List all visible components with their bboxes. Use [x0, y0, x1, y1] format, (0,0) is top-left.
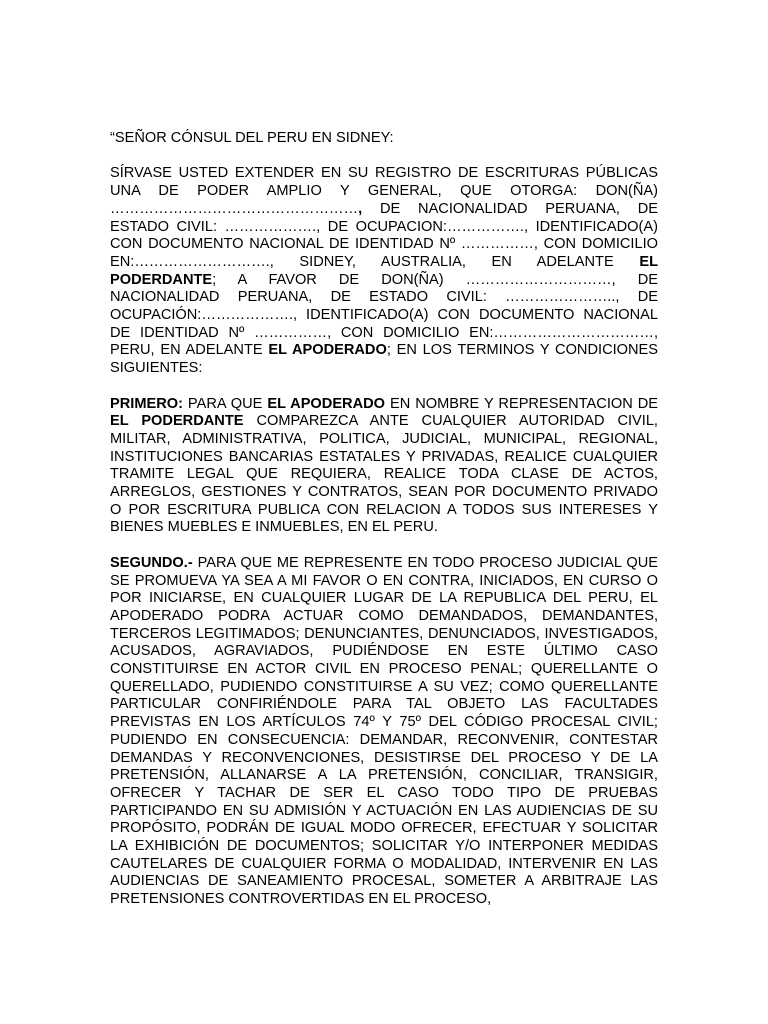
primero-label: PRIMERO:	[110, 395, 183, 412]
primero-text-2: EN NOMBRE Y REPRESENTACION DE	[385, 395, 659, 412]
intro-text-3: ; A FAVOR DE DON(ÑA) …………………………, DE NACIONALIDAD PERUANA, DE ESTADO CIVIL: ………………….., DE OCUPACIÓN:………………., IDENTIFICADO(A) CON DOCUMENTO NACIONAL DE IDENTIDAD Nº ……………, CON DOMICILIO EN:……………………………, PERU, EN ADELANTE	[110, 271, 658, 359]
primero-text-1: PARA QUE	[182, 395, 268, 412]
document-heading: “SEÑOR CÓNSUL DEL PERU EN SIDNEY:	[110, 130, 394, 146]
primero-paragraph	[110, 396, 658, 538]
poderdante-term: EL PODERDANTE	[110, 253, 658, 288]
apoderado-term: EL APODERADO	[268, 342, 387, 359]
intro-paragraph	[110, 165, 658, 377]
segundo-text: PARA QUE ME REPRESENTE EN TODO PROCESO JUDICIAL QUE SE PROMUEVA YA SEA A MI FAVOR O EN CONTRA, INICIADOS, EN CURSO O POR INICIARSE, EN CUALQUIER LUGAR DE LA REPUBLICA DEL PERU, EL APODERADO PODRA ACTUAR COMO DEMANDADOS, DEMANDANTES, TERCEROS LEGITIMADOS; DENUNCIANTES, DENUNCIADOS, INVESTIGADOS, ACUSADOS, AGRAVIADOS, PUDIÉNDOSE EN ESTE ÚLTIMO CASO CONSTITUIRSE EN ACTOR CIVIL EN PROCESO PENAL; QUERELLANTE O QUERELLADO, PUDIENDO CONSTITUIRSE A SU VEZ; COMO QUERELLANTE PARTICULAR CONFIRIÉNDOLE PARA TAL OBJETO LAS FACULTADES PREVISTAS EN LOS ARTÍCULOS 74º Y 75º DEL CÓDIGO PROCESAL CIVIL; PUDIENDO EN CONSECUENCIA: DEMANDAR, RECONVENIR, CONTESTAR DEMANDAS Y RECONVENCIONES, DESISTIRSE DEL PROCESO Y DE LA PRETENSIÓN, ALLANARSE A LA PRETENSIÓN, CONCILIAR, TRANSIGIR, OFRECER Y TACHAR DE SER EL CASO TODO TIPO DE PRUEBAS PARTICIPANDO EN SU ADMISIÓN Y ACTUACIÓN EN LAS AUDIENCIAS DE SU PROPÓSITO, PODRÁN DE IGUAL MODO OFRECER, EFECTUAR Y SOLICITAR LA EXHIBICIÓN DE DOCUMENTOS; SOLICITAR Y/O INTERPONER MEDIDAS CAUTELARES DE CUALQUIER FORMA O MODALIDAD, INTERVENIR EN LAS AUDIENCIAS DE SANEAMIENTO PROCESAL, SOMETER A ARBITRAJE LAS PRETENSIONES CONTROVERTIDAS EN EL PROCESO,	[110, 554, 658, 908]
intro-comma: ,	[358, 200, 363, 217]
intro-text-4: ; EN LOS TERMINOS Y CONDICIONES SIGUIENTES:	[110, 342, 659, 377]
primero-text-3: COMPAREZCA ANTE CUALQUIER AUTORIDAD CIVIL, MILITAR, ADMINISTRATIVA, POLITICA, JUDICIAL, MUNICIPAL, REGIONAL, INSTITUCIONES BANCARIAS ESTATALES Y PRIVADAS, REALICE CUALQUIER TRAMITE LEGAL QUE REQUIERA, REALICE TODA CLASE DE ACTOS, ARREGLOS, GESTIONES Y CONTRATOS, SEAN POR DOCUMENTO PRIVADO O POR ESCRITURA PUBLICA CON RELACION A TODOS SUS INTERESES Y BIENES MUEBLES E INMUEBLES, EN EL PERU.	[110, 413, 658, 536]
primero-apoderado-term: EL APODERADO	[267, 395, 386, 412]
document-page	[110, 130, 658, 909]
segundo-paragraph	[110, 555, 658, 909]
intro-text-2: DE NACIONALIDAD PERUANA, DE ESTADO CIVIL: ………………., DE OCUPACION:……………., IDENTIFICADO(A) CON DOCUMENTO NACIONAL DE IDENTIDAD Nº ……………, CON DOMICILIO EN:………………………., SIDNEY, AUSTRALIA, EN ADELANTE	[110, 200, 658, 270]
segundo-label: SEGUNDO.-	[110, 554, 193, 571]
primero-poderdante-term: EL PODERDANTE	[110, 413, 244, 430]
intro-text-1: SÍRVASE USTED EXTENDER EN SU REGISTRO DE ESCRITURAS PÚBLICAS UNA DE PODER AMPLIO Y GENERAL, QUE OTORGA: DON(ÑA) ……………………………………………	[110, 165, 658, 217]
